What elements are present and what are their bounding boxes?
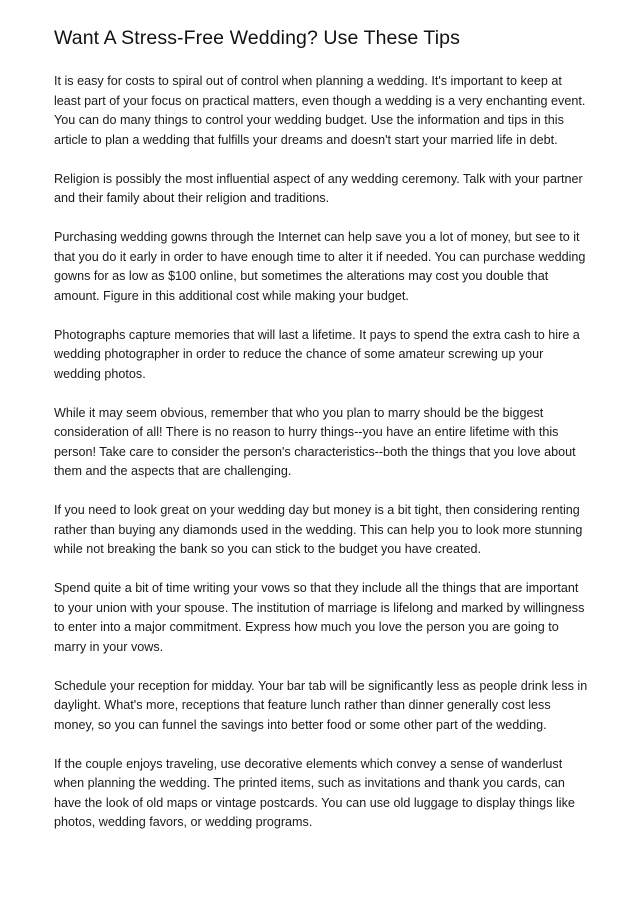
paragraph-religion: Religion is possibly the most influential aspect of any wedding ceremony. Talk with your partner and their family about their religion and traditions. [54, 171, 583, 205]
paragraph-photographs: Photographs capture memories that will last a lifetime. It pays to spend the extra cash to hire a wedding photographer in order to reduce the chance of some amateur screwing up your wedding photos. [54, 327, 580, 381]
paragraph-traveling: If the couple enjoys traveling, use decorative elements which convey a sense of wanderlust when planning the wedding. The printed items, such as invitations and thank you cards, can have the look of old maps or vintage postcards. You can use old luggage to display things like photos, wedding favors, or wedding programs. [54, 756, 575, 829]
paragraph-vows: Spend quite a bit of time writing your vows so that they include all the things that are important to your union with your spouse. The institution of marriage is lifelong and marked by willingness to enter into a major commitment. Express how much you love the person you are going to marry in your vows. [54, 581, 585, 654]
paragraph-partner: While it may seem obvious, remember that who you plan to marry should be the biggest consideration of all! There is no reason to hurry things--you have an entire lifetime with this person! Take care to consider the person's characteristics--both the things that you love about them and the aspects that are challenging. [54, 405, 576, 478]
paragraph-diamonds: If you need to look great on your wedding day but money is a bit tight, then considering renting rather than buying any diamonds used in the wedding. This can help you to look more stunning while not breaking the bank so you can stick to the budget you have created. [54, 503, 583, 556]
paragraph-gowns: Purchasing wedding gowns through the Internet can help save you a lot of money, but see to it that you do it early in order to have enough time to alter it if needed. You can purchase wedding gowns for as low as $100 online, but sometimes the alterations may cost you double that amount. Figure in this additional cost while making your budget. [54, 230, 586, 303]
paragraph-reception: Schedule your reception for midday. Your bar tab will be significantly less as people drink less in daylight. What's more, receptions that feature lunch rather than dinner generally cost less money, so you can funnel the savings into better food or some other part of the wedding. [54, 678, 588, 732]
paragraph-intro: It is easy for costs to spiral out of control when planning a wedding. It's important to keep at least part of your focus on practical matters, even though a wedding is a very enchanting event. You can do many things to control your wedding budget. Use the information and tips in this article to plan a wedding that fulfills your dreams and doesn't start your married life in debt. [54, 74, 586, 147]
document-page [54, 24, 590, 852]
document-title: Want A Stress-Free Wedding? Use These Tips [54, 27, 460, 49]
